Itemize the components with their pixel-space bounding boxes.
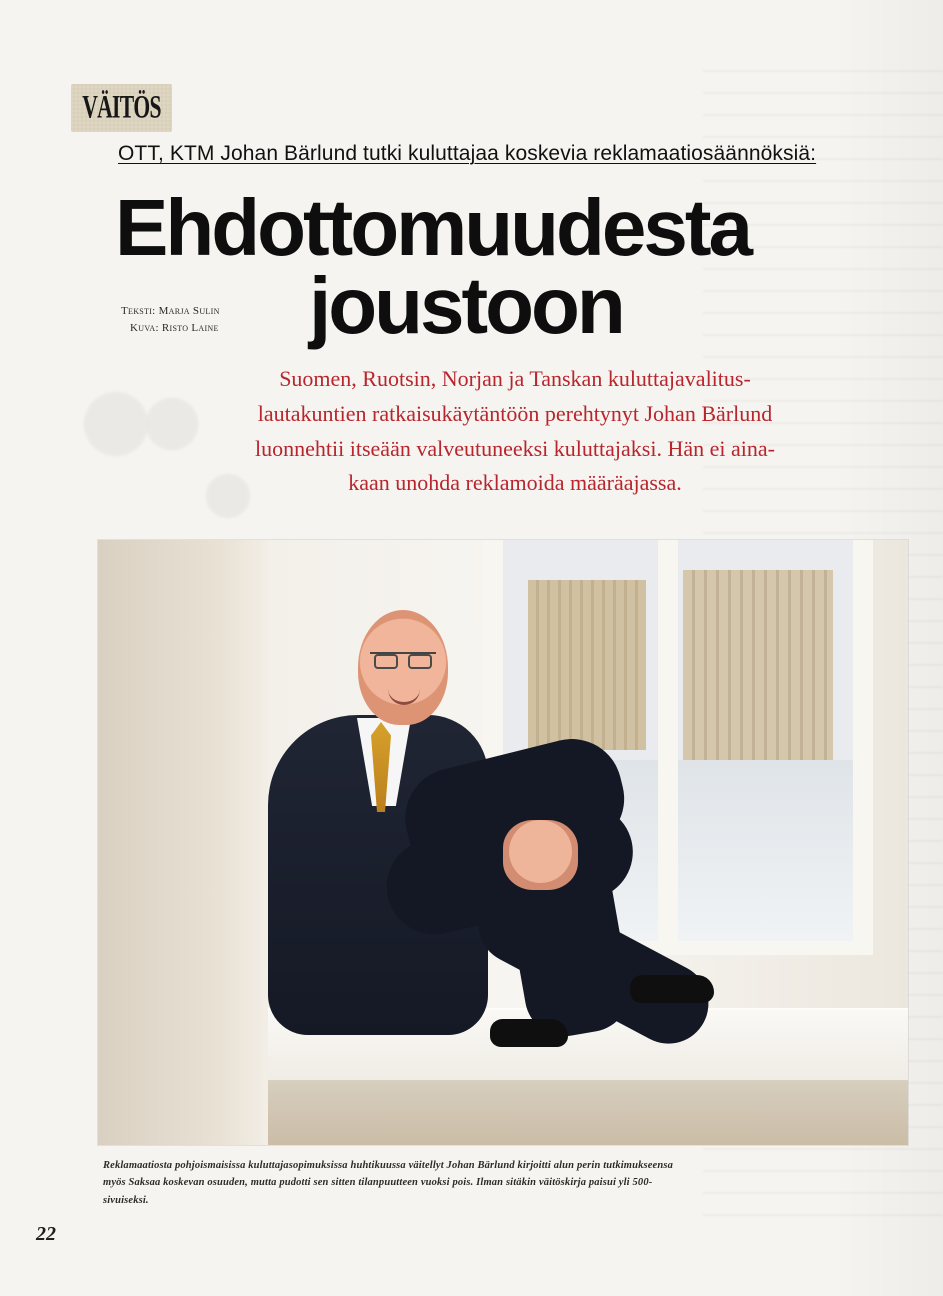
shoe-left xyxy=(490,1019,568,1047)
caption-line-3: sivuiseksi. xyxy=(103,1194,149,1206)
seated-man xyxy=(268,610,678,1090)
shoe-right xyxy=(630,975,714,1003)
lead-line-3: luonnehtii itseään valveutuneeksi kuluttajaksi. Hän ei aina- xyxy=(255,435,775,461)
lead-line-2: lautakuntien ratkaisukäytäntöön perehtynyt Johan Bärlund xyxy=(257,400,773,426)
glasses-icon xyxy=(370,652,436,672)
article-photo xyxy=(98,540,908,1145)
article-lead xyxy=(205,362,825,501)
article-kicker: OTT, KTM Johan Bärlund tutki kuluttajaa koskevia reklamaatiosäännöksiä: xyxy=(118,142,817,165)
text-credit: Teksti: Marja Sulin xyxy=(121,305,220,317)
section-tag xyxy=(71,84,172,132)
headline-line-1: Ehdottomuudesta xyxy=(115,183,750,272)
lead-line-4: kaan unohda reklamoida määräajassa. xyxy=(348,470,682,496)
photo-caption xyxy=(103,1157,903,1209)
photo-credit: Kuva: Risto Laine xyxy=(130,322,219,335)
caption-line-2: myös Saksaa koskevan osuuden, mutta pudotti sen sitten tilanpuutteen vuoksi pois. Ilman sitäkin väitöskirja paisui yli 500- xyxy=(103,1177,653,1189)
section-tag-label: VÄITÖS xyxy=(82,89,161,126)
headline-line-2: joustoon xyxy=(309,261,623,350)
page-number: 22 xyxy=(36,1223,56,1245)
building-right xyxy=(683,570,833,760)
curtain xyxy=(98,540,278,1145)
lead-line-1: Suomen, Ruotsin, Norjan ja Tanskan kuluttajavalitus- xyxy=(279,366,751,391)
caption-line-1: Reklamaatiosta pohjoismaisissa kuluttajasopimuksissa huhtikuussa väitellyt Johan Bärlund kirjoitti alun perin tutkimukseensa xyxy=(103,1160,673,1171)
byline-credits xyxy=(121,303,291,337)
clasped-hands xyxy=(503,820,578,890)
